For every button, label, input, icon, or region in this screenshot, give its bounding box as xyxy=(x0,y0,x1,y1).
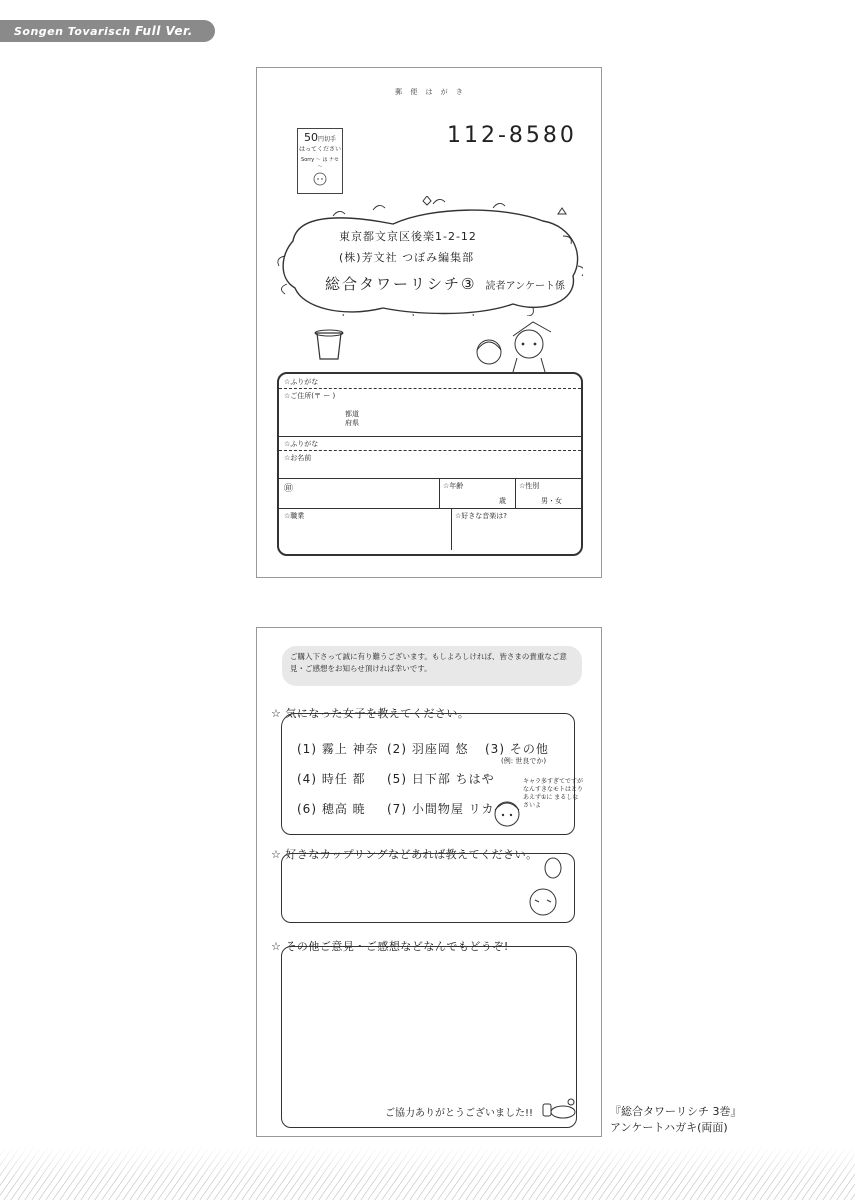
option-7: (7) 小間物屋 リカ xyxy=(387,802,495,816)
postcode: 112-8580 xyxy=(447,123,577,148)
figure-caption xyxy=(610,1104,742,1136)
diagonal-stripes-decoration xyxy=(0,1145,855,1200)
header-series: Songen Tovarisch xyxy=(14,25,131,38)
notice-banner: ご購入下さって誠に有り難うございます。もしよろしければ、皆さまの貴重なご意見・ご感想をお知らせ頂ければ幸いです。 xyxy=(282,646,582,686)
age-field-label[interactable]: ☆年齢 xyxy=(443,482,464,490)
reader-info-form xyxy=(277,372,583,556)
option-5: (5) 日下部 ちはや xyxy=(387,772,495,786)
recipient-sub: 読者アンケート係 xyxy=(485,281,565,292)
name-field-label[interactable]: ☆お名前 xyxy=(284,454,312,462)
question-1: ☆ 気になった女子を教えてください。 xyxy=(271,707,470,720)
option-2: (2) 羽座岡 悠 xyxy=(387,742,469,756)
recipient-title: 総合タワーリシチ③ xyxy=(325,275,477,293)
stamp-note: Sorry 〜 は ナセ 〜 xyxy=(301,157,339,170)
address-line2: (株)芳文社 つぼみ編集部 xyxy=(339,251,475,264)
stamp-box xyxy=(297,128,343,194)
recipient xyxy=(325,273,565,294)
chibi-peek-icon xyxy=(521,856,573,920)
option-3: (3) その他 xyxy=(485,742,549,756)
gender-field-label[interactable]: ☆性別 xyxy=(519,482,540,490)
option-note: (例: 世良でか) xyxy=(501,757,547,765)
furigana-label-1: ☆ふりがな xyxy=(284,378,319,386)
stamp-text: はってください xyxy=(298,146,341,153)
occupation-field-label[interactable]: ☆職業 xyxy=(284,512,305,520)
caption-line2: アンケートハガキ(両面) xyxy=(610,1121,728,1134)
postcard-back xyxy=(256,627,602,1137)
answer-box-3[interactable] xyxy=(281,946,577,1128)
option-6: (6) 穂高 暁 xyxy=(297,802,366,816)
seal-mark: ㊞ xyxy=(284,484,294,494)
furigana-label-2: ☆ふりがな xyxy=(284,440,319,448)
chibi-icon xyxy=(310,170,330,188)
postcard-front xyxy=(256,67,602,578)
side-note: キャラ多すぎてですが なんすきなモトはとり あえず①に まるしな さいよ xyxy=(523,778,584,809)
caption-line1: 『総合タワーリシチ 3巻』 xyxy=(610,1105,742,1118)
address-field-label[interactable]: ☆ご住所(〒 ー ) xyxy=(284,392,336,400)
header-version: Full Ver. xyxy=(134,24,193,38)
header-tab xyxy=(0,20,215,42)
chibi-girl-icon xyxy=(489,796,525,830)
postcard-top-label: 郵 便 は が き xyxy=(395,88,466,96)
address-line1: 東京都文京区後楽1-2-12 xyxy=(339,230,477,243)
characters-illustration-icon xyxy=(467,316,567,374)
prefecture-label: 都道府県 xyxy=(345,410,359,427)
question-3: ☆ その他ご意見・ご感想などなんでもどうぞ! xyxy=(271,940,509,953)
flower-pot-icon xyxy=(309,323,349,361)
question-2: ☆ 好きなカップリングなどあれば教えてください。 xyxy=(271,848,538,861)
stamp-amount: 50 xyxy=(303,131,318,144)
age-unit: 歳 xyxy=(499,497,506,505)
thanks-message: ご協力ありがとうございました!! xyxy=(381,1104,537,1119)
option-4: (4) 時任 都 xyxy=(297,772,366,786)
favorite-music-label[interactable]: ☆好きな音楽は? xyxy=(455,512,507,520)
stamp-unit: 円切手 xyxy=(317,136,336,143)
gender-options[interactable]: 男・女 xyxy=(541,497,562,505)
sleeping-cat-icon xyxy=(539,1096,579,1120)
option-1: (1) 霧上 神奈 xyxy=(297,742,379,756)
